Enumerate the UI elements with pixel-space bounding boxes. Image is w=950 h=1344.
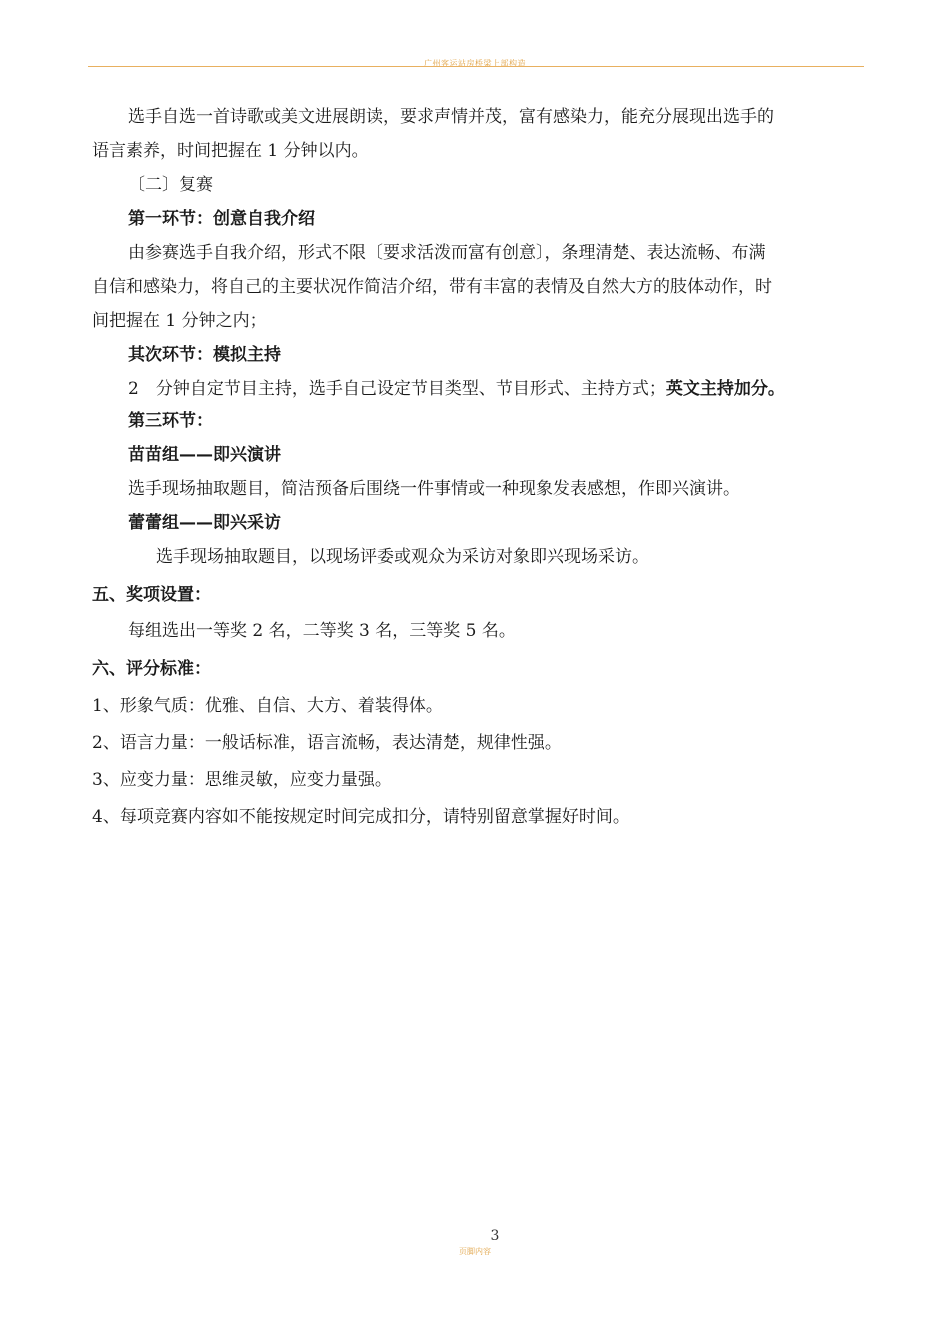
group-heading: 苗苗组——即兴演讲 xyxy=(128,445,281,465)
scoring-item: 4、每项竞赛内容如不能按规定时间完成扣分，请特别留意掌握好时间。 xyxy=(92,807,630,827)
page-header-title: 广州客运站房桥梁上部构造 xyxy=(424,59,526,68)
page-number: 3 xyxy=(490,1228,500,1244)
section-heading: 〔二〕复赛 xyxy=(128,175,213,195)
round-heading: 其次环节：模拟主持 xyxy=(128,345,281,365)
round-heading: 第一环节：创意自我介绍 xyxy=(128,209,315,229)
paragraph-line: 选手现场抽取题目，以现场评委或观众为采访对象即兴现场采访。 xyxy=(156,547,649,567)
paragraph-line: 语言素养，时间把握在 1 分钟以内。 xyxy=(92,141,369,161)
paragraph-line: 由参赛选手自我介绍，形式不限〔要求活泼而富有创意〕，条理清楚、表达流畅、布满 xyxy=(128,243,766,263)
paragraph-line: 间把握在 1 分钟之内； xyxy=(92,311,267,331)
group-heading: 蕾蕾组——即兴采访 xyxy=(128,513,281,533)
scoring-item: 3、应变力量：思维灵敏，应变力量强。 xyxy=(92,770,392,790)
paragraph-text: 2 分钟自定节目主持，选手自己设定节目类型、节目形式、主持方式； xyxy=(128,379,666,399)
round-heading: 第三环节： xyxy=(128,411,213,431)
paragraph-line: 自信和感染力，将自己的主要状况作简洁介绍，带有丰富的表情及自然大方的肢体动作，时 xyxy=(92,277,772,297)
emphasis-text: 英文主持加分。 xyxy=(665,379,785,399)
paragraph-line: 每组选出一等奖 2 名，二等奖 3 名，三等奖 5 名。 xyxy=(128,621,516,641)
paragraph-line xyxy=(128,372,898,406)
scoring-item: 1、形象气质：优雅、自信、大方、着装得体。 xyxy=(92,696,443,716)
paragraph-line: 选手自选一首诗歌或美文进展朗读，要求声情并茂，富有感染力，能充分展现出选手的 xyxy=(128,107,774,127)
paragraph-line: 选手现场抽取题目，简洁预备后围绕一件事情或一种现象发表感想，作即兴演讲。 xyxy=(128,479,740,499)
footer-label: 页脚内容 xyxy=(459,1247,491,1256)
header-rule xyxy=(88,66,864,67)
section-heading: 六、评分标准： xyxy=(92,659,211,679)
section-heading: 五、奖项设置： xyxy=(92,585,211,605)
scoring-item: 2、语言力量：一般话标准，语言流畅，表达清楚，规律性强。 xyxy=(92,733,562,753)
